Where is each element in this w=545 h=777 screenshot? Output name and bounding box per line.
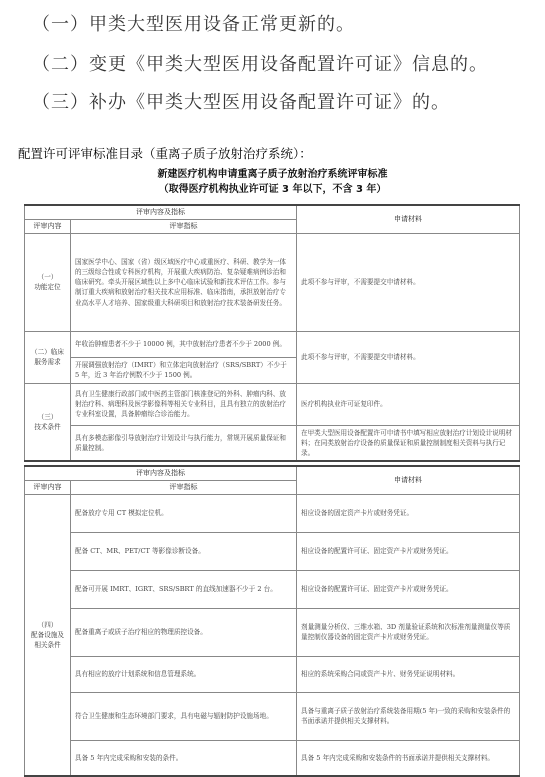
materials-cell: 相应设备的固定资产卡片或财务凭证。: [297, 494, 520, 532]
intro-line-1: （一）甲类大型医用设备正常更新的。: [32, 14, 355, 35]
indicator-cell: 配备 CT、MR、PET/CT 等影像诊断设备。: [71, 532, 297, 570]
indicator-cell: 年收治肿瘤患者不少于 10000 例，其中放射治疗患者不少于 2000 例。: [71, 331, 297, 357]
materials-cell: 相应设备的配置许可证、固定资产卡片或财务凭证。: [297, 570, 520, 608]
indicator-cell: 配备重离子或质子治疗相应的物理质控设备。: [71, 608, 297, 656]
materials-cell: 此项不参与评审，不需要提交申请材料。: [297, 331, 520, 383]
header-group: 评审内容及指标: [25, 205, 297, 219]
indicator-cell: 具有多模态影像引导放射治疗计划设计与执行能力，常规开展质量保证和质量控制。: [71, 425, 297, 461]
intro-line-3: （三）补办《甲类大型医用设备配置许可证》的。: [32, 92, 450, 113]
materials-cell: 在甲类大型医用设备配置许可申请书中填写相应放射治疗计划设计说明材料；在同类放射治疗设备的质量保证和质量控制制度相关资料与执行记录。: [297, 425, 520, 461]
intro-line-2: （二）变更《甲类大型医用设备配置许可证》信息的。: [32, 54, 488, 75]
category-cell: （三） 技术条件: [25, 383, 71, 461]
materials-cell: 此项不参与评审，不需要提交申请材料。: [297, 233, 520, 331]
header-group: 评审内容及指标: [25, 466, 297, 480]
materials-cell: 相应设备的配置许可证、固定资产卡片或财务凭证。: [297, 532, 520, 570]
category-cell: （四） 配备设施及 相关条件: [25, 494, 71, 776]
indicator-cell: 配备放疗专用 CT 模拟定位机。: [71, 494, 297, 532]
doc-title: 新建医疗机构申请重离子质子放射治疗系统评审标准: [157, 169, 388, 180]
header-indicator: 评审指标: [71, 480, 297, 494]
category-cell: （二）临床 服务需求: [25, 331, 71, 383]
indicator-cell: 具有相应的放疗计划系统和信息管理系统。: [71, 656, 297, 692]
indicator-cell: 国家医学中心、国家（省）级区域医疗中心或重医疗、科研、教学为一体的三级综合性或专科医疗机构，开展重大疾病防治、复杂疑难病例诊治和临床研究。牵头开展区域性以上多中心临床试验和新技术评估工作。参与制订重大疾病和放射治疗相关技术应用标准、临床指南，承担放射治疗专业高水平人才培养、国家级重大科研项目和放射治疗技术装备研发任务。: [71, 233, 297, 331]
indicator-cell: 开展调强放射治疗（IMRT）和立体定向放射治疗（SRS/SBRT）不少于 5 年，近 3 年治疗例数不少于 1500 例。: [71, 357, 297, 383]
indicator-cell: 配备可开展 IMRT、IGRT、SRS/SBRT 的直线加速器不少于 2 台。: [71, 570, 297, 608]
materials-cell: 剂量测量分析仪、三维水箱、3D 剂量验证系统和次标准剂量测量仪等质量控制仪器设备的固定资产卡片或财务凭证。: [297, 608, 520, 656]
indicator-cell: 具有卫生健康行政部门或中医药主管部门核准登记的外科、肿瘤内科、放射治疗科、病理科及医学影像科等相关专业科目，且具有独立的放射治疗专业科室设置，具备肿瘤综合诊治能力。: [71, 383, 297, 425]
header-content: 评审内容: [25, 219, 71, 233]
criteria-table-2: [24, 465, 520, 777]
materials-cell: 具备与重离子质子放射治疗系统装备用期(5 年)一致的采购和安装条件的书面承诺并提供相关支撑材料。: [297, 692, 520, 740]
category-cell: （一） 功能定位: [25, 233, 71, 331]
materials-cell: 相应的系统采购合同或资产卡片、财务凭证说明材料。: [297, 656, 520, 692]
header-indicator: 评审指标: [71, 219, 297, 233]
indicator-cell: 具备 5 年内完成采购和安装的条件。: [71, 740, 297, 776]
doc-subtitle: （取得医疗机构执业许可证 3 年以下，不含 3 年）: [158, 184, 387, 195]
header-content: 评审内容: [25, 480, 71, 494]
indicator-cell: 符合卫生健康和生态环境部门要求，具有电磁与辐射防护设施场地。: [71, 692, 297, 740]
criteria-table-1: [24, 204, 520, 462]
materials-cell: 具备 5 年内完成采购和安装条件的书面承诺并提供相关支撑材料。: [297, 740, 520, 776]
header-materials: 申请材料: [297, 205, 520, 233]
header-materials: 申请材料: [297, 466, 520, 494]
materials-cell: 医疗机构执业许可证复印件。: [297, 383, 520, 425]
section-heading: 配置许可评审标准目录（重离子质子放射治疗系统）：: [18, 146, 312, 161]
